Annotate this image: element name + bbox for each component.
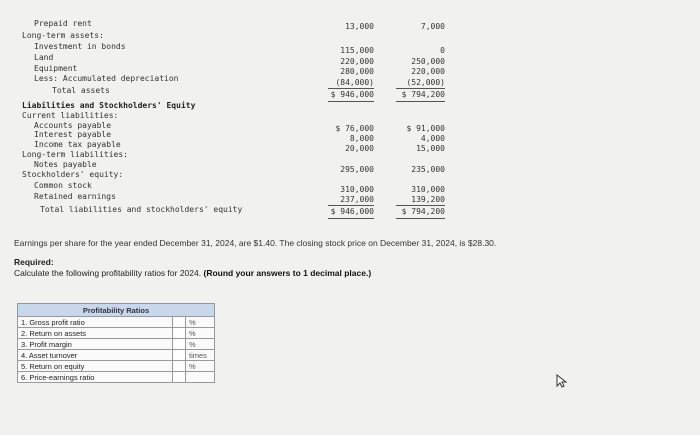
total-liab-equity-label: Total liabilities and stockholders' equity [40, 205, 243, 214]
profitability-ratios-table [17, 303, 215, 383]
ratio-name: 5. Return on equity [18, 361, 173, 372]
accounts-payable-2024: $ 76,000 [335, 124, 374, 133]
common-stock-2023: 310,000 [411, 185, 445, 194]
ratio-row [18, 350, 215, 361]
ratio-row [18, 317, 215, 328]
ratio-answer-input[interactable] [173, 328, 186, 339]
ratio-answer-input[interactable] [173, 372, 186, 383]
total-rule-2024 [328, 101, 374, 102]
ratio-name: 2. Return on assets [18, 328, 173, 339]
ratio-name: 3. Profit margin [18, 339, 173, 350]
total-rule-2023 [396, 101, 445, 102]
subtotal-rule-2023 [396, 88, 445, 89]
interest-payable-label: Interest payable [34, 130, 112, 139]
depreciation-2024: (84,000) [335, 78, 374, 87]
ratio-unit: % [186, 328, 215, 339]
equipment-2023: 220,000 [411, 67, 445, 76]
common-stock-2024: 310,000 [340, 185, 374, 194]
retained-earnings-2023: 139,200 [411, 195, 445, 204]
required-text: Calculate the following profitability ratios for 2024. [14, 268, 202, 278]
ratio-unit: % [186, 317, 215, 328]
investment-2024: 115,000 [340, 46, 374, 55]
income-tax-2023: 15,000 [416, 144, 445, 153]
accounts-payable-label: Accounts payable [34, 121, 112, 130]
long-term-assets-label: Long-term assets: [22, 31, 104, 40]
required-instruction [14, 268, 371, 278]
common-stock-label: Common stock [34, 181, 92, 190]
accounts-payable-2023: $ 91,000 [406, 124, 445, 133]
final-rule-2024 [328, 218, 374, 219]
eps-statement: Earnings per share for the year ended December 31, 2024, are $1.40. The closing stock price on December 31, 2024, is $28.30. [14, 238, 497, 248]
ratio-unit: % [186, 339, 215, 350]
ratio-row [18, 372, 215, 383]
equity-label: Stockholders' equity: [22, 170, 124, 179]
interest-payable-2024: 8,000 [349, 134, 374, 143]
ratio-unit: times [186, 350, 215, 361]
equity-rule-2024 [328, 205, 374, 206]
ratio-answer-input[interactable] [173, 350, 186, 361]
notes-payable-2023: 235,000 [411, 165, 445, 174]
investment-2023: 0 [440, 46, 445, 55]
long-term-liab-label: Long-term liabilities: [22, 150, 128, 159]
prepaid-rent-2024: 13,000 [345, 22, 374, 31]
ratio-name: 4. Asset turnover [18, 350, 173, 361]
investment-label: Investment in bonds [34, 42, 126, 51]
required-label: Required: [14, 257, 54, 267]
liab-equity-heading: Liabilities and Stockholders' Equity [22, 101, 196, 110]
ratio-row [18, 361, 215, 372]
income-tax-label: Income tax payable [34, 140, 121, 149]
prepaid-rent-2023: 7,000 [420, 22, 445, 31]
land-2023: 250,000 [411, 57, 445, 66]
equity-rule-2023 [396, 205, 445, 206]
current-liab-label: Current liabilities: [22, 111, 119, 120]
notes-payable-label: Notes payable [34, 160, 97, 169]
ratio-answer-input[interactable] [173, 317, 186, 328]
ratio-answer-input[interactable] [173, 339, 186, 350]
ratio-row [18, 339, 215, 350]
land-2024: 220,000 [340, 57, 374, 66]
ratio-row [18, 328, 215, 339]
retained-earnings-2024: 237,000 [340, 195, 374, 204]
income-tax-2024: 20,000 [345, 144, 374, 153]
total-liab-equity-2023: $ 794,200 [401, 207, 445, 216]
interest-payable-2023: 4,000 [420, 134, 445, 143]
equipment-2024: 280,000 [340, 67, 374, 76]
ratio-name: 6. Price-earnings ratio [18, 372, 173, 383]
equipment-label: Equipment [34, 64, 78, 73]
land-label: Land [34, 53, 54, 62]
total-liab-equity-2024: $ 946,000 [330, 207, 374, 216]
subtotal-rule-2024 [328, 88, 374, 89]
rounding-note: (Round your answers to 1 decimal place.) [203, 268, 372, 278]
total-assets-2024: $ 946,000 [330, 90, 374, 99]
ratio-unit: % [186, 361, 215, 372]
notes-payable-2024: 295,000 [340, 165, 374, 174]
retained-earnings-label: Retained earnings [34, 192, 116, 201]
final-rule-2023 [396, 218, 445, 219]
depreciation-2023: (52,000) [406, 78, 445, 87]
mouse-cursor-icon [556, 374, 568, 388]
ratio-answer-input[interactable] [173, 361, 186, 372]
total-assets-2023: $ 794,200 [401, 90, 445, 99]
prepaid-rent-label: Prepaid rent [34, 19, 92, 28]
total-assets-label: Total assets [52, 86, 110, 95]
ratios-header: Profitability Ratios [18, 304, 215, 317]
ratio-unit [186, 372, 215, 383]
ratio-name: 1. Gross profit ratio [18, 317, 173, 328]
depreciation-label: Less: Accumulated depreciation [34, 74, 179, 83]
